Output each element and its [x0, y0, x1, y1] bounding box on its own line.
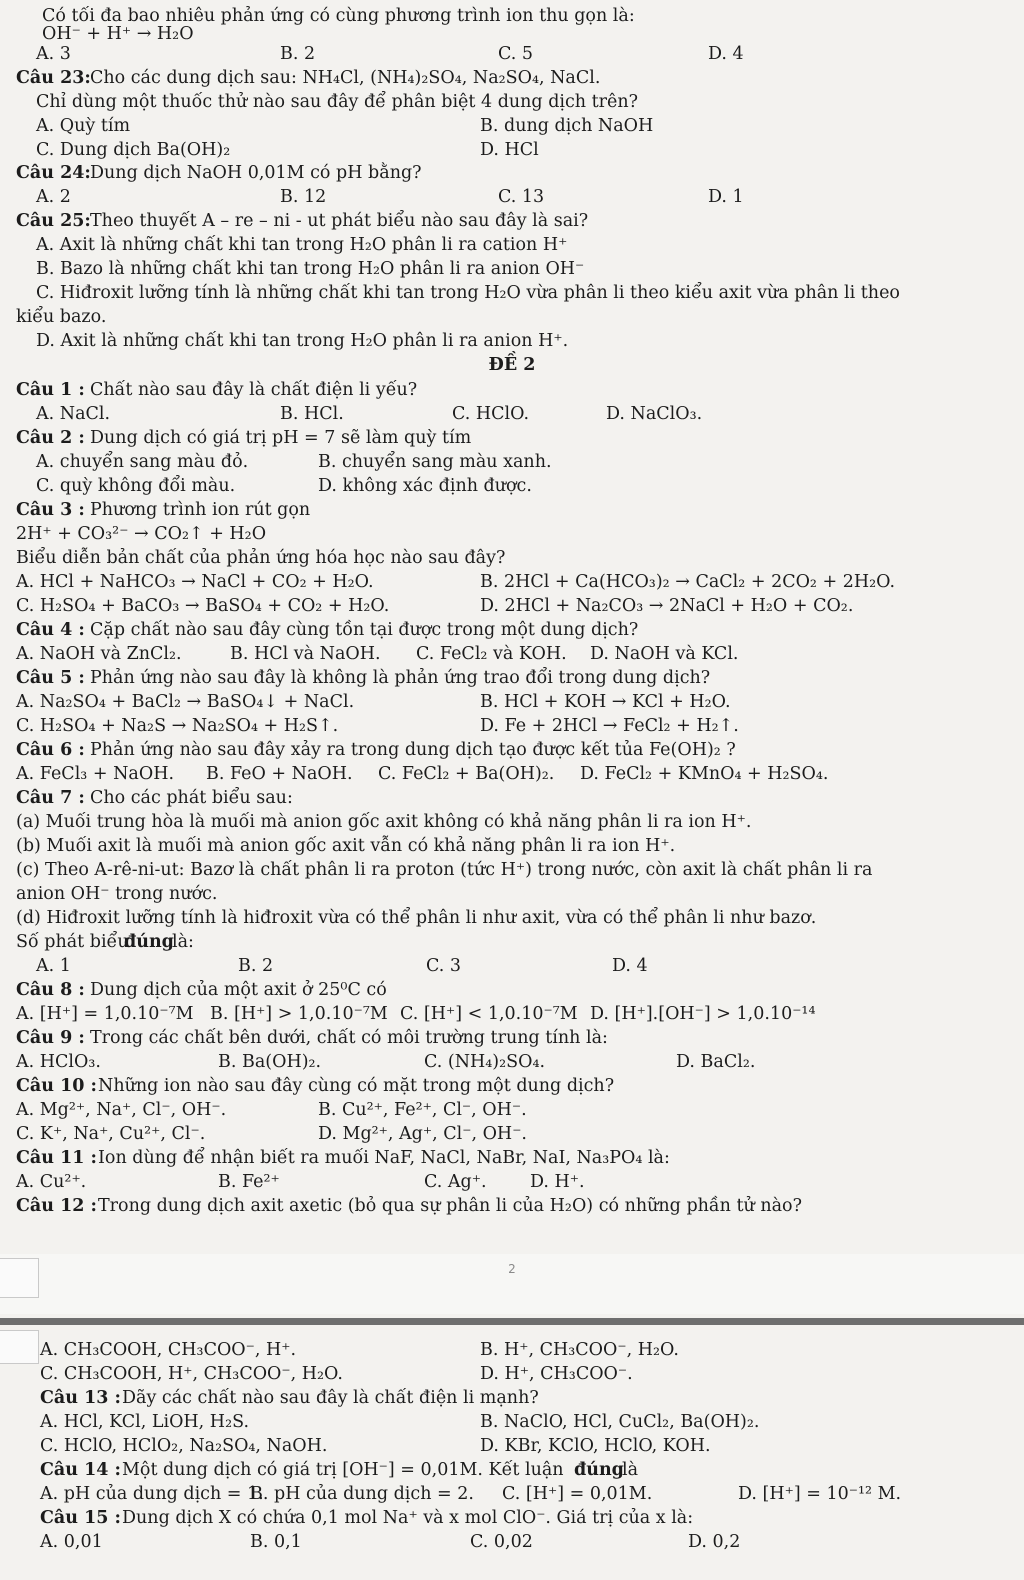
text-segment: C. H₂SO₄ + BaCO₃ → BaSO₄ + CO₂ + H₂O.	[16, 596, 390, 616]
text-line	[0, 233, 1024, 257]
text-segment: C. H₂SO₄ + Na₂S → Na₂SO₄ + H₂S↑.	[16, 716, 339, 736]
bold-text: Câu 6 :	[16, 740, 85, 760]
text-line	[0, 353, 1024, 377]
text-line	[0, 1434, 1024, 1458]
text-segment: C. (NH₄)₂SO₄.	[424, 1052, 546, 1072]
text-segment: A. NaOH và ZnCl₂.	[16, 644, 182, 664]
text-line	[0, 329, 1024, 353]
text-segment: D. 1	[708, 187, 744, 207]
text-line	[0, 570, 1024, 594]
text-line	[0, 305, 1024, 329]
text-line	[0, 906, 1024, 930]
text-line	[0, 378, 1024, 402]
text-segment: Dung dịch của một axit ở 25⁰C có	[90, 980, 387, 1000]
text-segment: D. không xác định được.	[318, 476, 532, 496]
text-segment: Những ion nào sau đây cùng có mặt trong một dung dịch?	[98, 1076, 615, 1096]
text-segment: D. [H⁺].[OH⁻] > 1,0.10⁻¹⁴	[590, 1004, 816, 1024]
text-segment: B. chuyển sang màu xanh.	[318, 452, 552, 472]
text-segment: Phương trình ion rút gọn	[90, 500, 311, 520]
text-segment: Có tối đa bao nhiêu phản ứng có cùng phương trình ion thu gọn là:	[42, 6, 635, 26]
text-segment: C. Dung dịch Ba(OH)₂	[36, 140, 231, 160]
text-segment: Dung dịch có giá trị pH = 7 sẽ làm quỳ tím	[90, 428, 472, 448]
text-line	[0, 786, 1024, 810]
text-segment: Phản ứng nào sau đây xảy ra trong dung dịch tạo được kết tủa Fe(OH)₂ ?	[90, 740, 736, 760]
text-line	[0, 1170, 1024, 1194]
text-segment: A. Axit là những chất khi tan trong H₂O phân li ra cation H⁺	[36, 235, 568, 255]
text-line	[0, 1098, 1024, 1122]
text-segment: B. 0,1	[250, 1532, 302, 1552]
bold-text: Câu 2 :	[16, 428, 85, 448]
text-segment: Cho các dung dịch sau: NH₄Cl, (NH₄)₂SO₄, Na₂SO₄, NaCl.	[90, 68, 601, 88]
text-segment: D. 4	[708, 44, 744, 64]
text-line	[0, 1050, 1024, 1074]
text-line	[0, 1074, 1024, 1098]
text-segment: kiểu bazo.	[16, 307, 107, 327]
text-segment: A. HCl, KCl, LiOH, H₂S.	[40, 1412, 250, 1432]
text-line	[0, 90, 1024, 114]
text-segment: C. 0,02	[470, 1532, 533, 1552]
text-line	[0, 618, 1024, 642]
text-line	[0, 1506, 1024, 1530]
text-line	[0, 690, 1024, 714]
text-segment: B. Bazo là những chất khi tan trong H₂O phân li ra anion OH⁻	[36, 259, 585, 279]
text-segment: B. 12	[280, 187, 327, 207]
text-segment: (a) Muối trung hòa là muối mà anion gốc axit không có khả năng phân li ra ion H⁺.	[16, 812, 752, 832]
text-segment: Cho các phát biểu sau:	[90, 788, 293, 808]
text-line	[0, 426, 1024, 450]
text-segment: C. 13	[498, 187, 545, 207]
text-segment: D. [H⁺] = 10⁻¹² M.	[738, 1484, 902, 1504]
bold-text: Câu 14 :	[40, 1460, 121, 1480]
text-segment: Trong dung dịch axit axetic (bỏ qua sự phân li của H₂O) có những phần tử nào?	[98, 1196, 802, 1216]
text-line	[0, 42, 1024, 66]
text-segment: B. HCl.	[280, 404, 344, 424]
page-corner-box	[0, 1330, 39, 1364]
text-segment: B. FeO + NaOH.	[206, 764, 353, 784]
text-segment: D. KBr, KClO, HClO, KOH.	[480, 1436, 711, 1456]
text-line	[0, 185, 1024, 209]
text-segment: D. 2HCl + Na₂CO₃ → 2NaCl + H₂O + CO₂.	[480, 596, 854, 616]
text-segment: B. [H⁺] > 1,0.10⁻⁷M	[210, 1004, 388, 1024]
bold-text: Câu 13 :	[40, 1388, 121, 1408]
text-segment: Trong các chất bên dưới, chất có môi trường trung tính là:	[90, 1028, 608, 1048]
text-segment: A. 0,01	[40, 1532, 103, 1552]
text-segment: A. HCl + NaHCO₃ → NaCl + CO₂ + H₂O.	[16, 572, 374, 592]
text-segment: A. [H⁺] = 1,0.10⁻⁷M	[16, 1004, 194, 1024]
text-line	[0, 1026, 1024, 1050]
text-segment: B. 2HCl + Ca(HCO₃)₂ → CaCl₂ + 2CO₂ + 2H₂O.	[480, 572, 896, 592]
bold-text: Câu 4 :	[16, 620, 85, 640]
text-line	[0, 138, 1024, 162]
text-segment: anion OH⁻ trong nước.	[16, 884, 218, 904]
page-divider	[0, 1318, 1024, 1325]
text-segment: C. FeCl₂ và KOH.	[416, 644, 567, 664]
text-segment: B. pH của dung dịch = 2.	[250, 1484, 474, 1504]
text-segment: Theo thuyết A – re – ni - ut phát biểu nào sau đây là sai?	[90, 211, 589, 231]
text-line	[0, 714, 1024, 738]
text-line	[0, 281, 1024, 305]
text-segment: là:	[172, 932, 194, 952]
text-segment: A. FeCl₃ + NaOH.	[16, 764, 175, 784]
text-segment: C. Hiđroxit lưỡng tính là những chất khi tan trong H₂O vừa phân li theo kiểu axit vừa phân li theo	[36, 283, 900, 303]
text-segment: Cặp chất nào sau đây cùng tồn tại được trong một dung dịch?	[90, 620, 639, 640]
text-line	[0, 522, 1024, 546]
text-line	[0, 930, 1024, 954]
text-segment: 2H⁺ + CO₃²⁻ → CO₂↑ + H₂O	[16, 524, 267, 544]
text-line	[0, 810, 1024, 834]
text-line	[0, 738, 1024, 762]
text-segment: C. 5	[498, 44, 534, 64]
text-segment: C. K⁺, Na⁺, Cu²⁺, Cl⁻.	[16, 1124, 206, 1144]
text-line	[0, 1002, 1024, 1026]
text-line	[0, 66, 1024, 90]
text-segment: (c) Theo A-rê-ni-ut: Bazơ là chất phân li ra proton (tức H⁺) trong nước, còn axit là chất phân li ra	[16, 860, 873, 880]
text-segment: Biểu diễn bản chất của phản ứng hóa học nào sau đây?	[16, 548, 506, 568]
bold-text: Câu 9 :	[16, 1028, 85, 1048]
text-segment: B. NaClO, HCl, CuCl₂, Ba(OH)₂.	[480, 1412, 760, 1432]
text-segment: A. chuyển sang màu đỏ.	[36, 452, 249, 472]
text-line	[0, 1386, 1024, 1410]
text-segment: Chất nào sau đây là chất điện li yếu?	[90, 380, 418, 400]
text-segment: D. NaOH và KCl.	[590, 644, 739, 664]
text-line	[0, 161, 1024, 185]
bold-text: Câu 8 :	[16, 980, 85, 1000]
text-segment: A. 1	[36, 956, 71, 976]
text-line	[0, 474, 1024, 498]
text-segment: là	[622, 1460, 639, 1480]
text-segment: Dung dịch NaOH 0,01M có pH bằng?	[90, 163, 422, 183]
text-segment: A. Cu²⁺.	[16, 1172, 87, 1192]
text-segment: D. NaClO₃.	[606, 404, 703, 424]
text-line	[0, 450, 1024, 474]
text-segment: B. HCl + KOH → KCl + H₂O.	[480, 692, 731, 712]
text-segment: Dung dịch X có chứa 0,1 mol Na⁺ và x mol ClO⁻. Giá trị của x là:	[122, 1508, 694, 1528]
text-segment: B. H⁺, CH₃COO⁻, H₂O.	[480, 1340, 679, 1360]
text-line	[0, 882, 1024, 906]
text-segment: D. FeCl₂ + KMnO₄ + H₂SO₄.	[580, 764, 829, 784]
text-segment: D. Mg²⁺, Ag⁺, Cl⁻, OH⁻.	[318, 1124, 527, 1144]
bold-text: Câu 5 :	[16, 668, 85, 688]
text-line	[0, 402, 1024, 426]
text-segment: D. HCl	[480, 140, 539, 160]
text-segment: A. 2	[36, 187, 71, 207]
text-segment: A. Na₂SO₄ + BaCl₂ → BaSO₄↓ + NaCl.	[16, 692, 355, 712]
text-line	[0, 1530, 1024, 1554]
text-segment: D. 4	[612, 956, 648, 976]
text-segment: Ion dùng để nhận biết ra muối NaF, NaCl, NaBr, NaI, Na₃PO₄ là:	[98, 1148, 670, 1168]
page-number: 2	[508, 1262, 516, 1276]
text-line	[0, 1338, 1024, 1362]
bold-text: Câu 10 :	[16, 1076, 97, 1096]
text-segment: A. Quỳ tím	[36, 116, 131, 136]
bold-text: Câu 12 :	[16, 1196, 97, 1216]
text-line	[0, 1482, 1024, 1506]
text-segment: A. HClO₃.	[16, 1052, 101, 1072]
text-line	[0, 834, 1024, 858]
text-segment: D. H⁺.	[530, 1172, 585, 1192]
text-segment: Số phát biểu	[16, 932, 129, 952]
text-segment: (b) Muối axit là muối mà anion gốc axit vẫn có khả năng phân li ra ion H⁺.	[16, 836, 676, 856]
text-segment: B. dung dịch NaOH	[480, 116, 654, 136]
text-line	[0, 1122, 1024, 1146]
text-segment: Dãy các chất nào sau đây là chất điện li mạnh?	[122, 1388, 539, 1408]
text-segment: A. Mg²⁺, Na⁺, Cl⁻, OH⁻.	[16, 1100, 227, 1120]
text-line	[0, 114, 1024, 138]
text-segment: C. quỳ không đổi màu.	[36, 476, 236, 496]
text-line	[0, 978, 1024, 1002]
text-segment: D. 0,2	[688, 1532, 741, 1552]
text-line	[0, 1410, 1024, 1434]
text-segment: B. HCl và NaOH.	[230, 644, 381, 664]
text-segment: C. FeCl₂ + Ba(OH)₂.	[378, 764, 555, 784]
bold-text: Câu 24:	[16, 163, 91, 183]
text-line	[0, 1458, 1024, 1482]
text-line	[0, 666, 1024, 690]
text-segment: A. NaCl.	[36, 404, 111, 424]
text-line	[0, 762, 1024, 786]
bold-text: đúng	[124, 932, 174, 952]
bold-text: đúng	[574, 1460, 624, 1480]
text-line	[0, 858, 1024, 882]
text-segment: D. H⁺, CH₃COO⁻.	[480, 1364, 633, 1384]
text-segment: C. [H⁺] = 0,01M.	[502, 1484, 653, 1504]
text-segment: D. Axit là những chất khi tan trong H₂O phân li ra anion H⁺.	[36, 331, 569, 351]
text-line	[0, 209, 1024, 233]
text-segment: C. 3	[426, 956, 462, 976]
text-segment: Chỉ dùng một thuốc thử nào sau đây để phân biệt 4 dung dịch trên?	[36, 92, 639, 112]
text-segment: B. 2	[280, 44, 316, 64]
text-segment: C. HClO, HClO₂, Na₂SO₄, NaOH.	[40, 1436, 328, 1456]
text-segment: D. Fe + 2HCl → FeCl₂ + H₂↑.	[480, 716, 739, 736]
text-line	[0, 257, 1024, 281]
text-segment: C. HClO.	[452, 404, 530, 424]
text-segment: A. 3	[36, 44, 71, 64]
text-line	[0, 1362, 1024, 1386]
bold-text: Câu 15 :	[40, 1508, 121, 1528]
bold-text: Câu 7 :	[16, 788, 85, 808]
text-segment: D. BaCl₂.	[676, 1052, 756, 1072]
bold-text: Câu 25:	[16, 211, 91, 231]
bold-text: Câu 1 :	[16, 380, 85, 400]
text-segment: C. CH₃COOH, H⁺, CH₃COO⁻, H₂O.	[40, 1364, 343, 1384]
text-line	[0, 546, 1024, 570]
text-segment: B. Fe²⁺	[218, 1172, 280, 1192]
text-line	[0, 498, 1024, 522]
text-segment: OH⁻ + H⁺ → H₂O	[42, 24, 194, 44]
text-line	[0, 1194, 1024, 1218]
text-segment: A. CH₃COOH, CH₃COO⁻, H⁺.	[40, 1340, 297, 1360]
text-line	[0, 642, 1024, 666]
text-segment: Phản ứng nào sau đây là không là phản ứng trao đổi trong dung dịch?	[90, 668, 711, 688]
text-segment: C. [H⁺] < 1,0.10⁻⁷M	[400, 1004, 578, 1024]
text-line	[0, 954, 1024, 978]
text-segment: A. pH của dung dịch = 1.	[40, 1484, 264, 1504]
text-segment: B. Ba(OH)₂.	[218, 1052, 322, 1072]
bold-text: Câu 3 :	[16, 500, 85, 520]
text-segment: B. 2	[238, 956, 274, 976]
text-segment: Một dung dịch có giá trị [OH⁻] = 0,01M. Kết luận	[122, 1460, 564, 1480]
bold-text: Câu 11 :	[16, 1148, 97, 1168]
text-line	[0, 1146, 1024, 1170]
bold-text: ĐỀ 2	[488, 355, 536, 375]
text-segment: (d) Hiđroxit lưỡng tính là hiđroxit vừa có thể phân li như axit, vừa có thể phân li như bazơ.	[16, 908, 817, 928]
bold-text: Câu 23:	[16, 68, 91, 88]
text-segment: B. Cu²⁺, Fe²⁺, Cl⁻, OH⁻.	[318, 1100, 527, 1120]
text-line	[0, 594, 1024, 618]
text-segment: C. Ag⁺.	[424, 1172, 487, 1192]
